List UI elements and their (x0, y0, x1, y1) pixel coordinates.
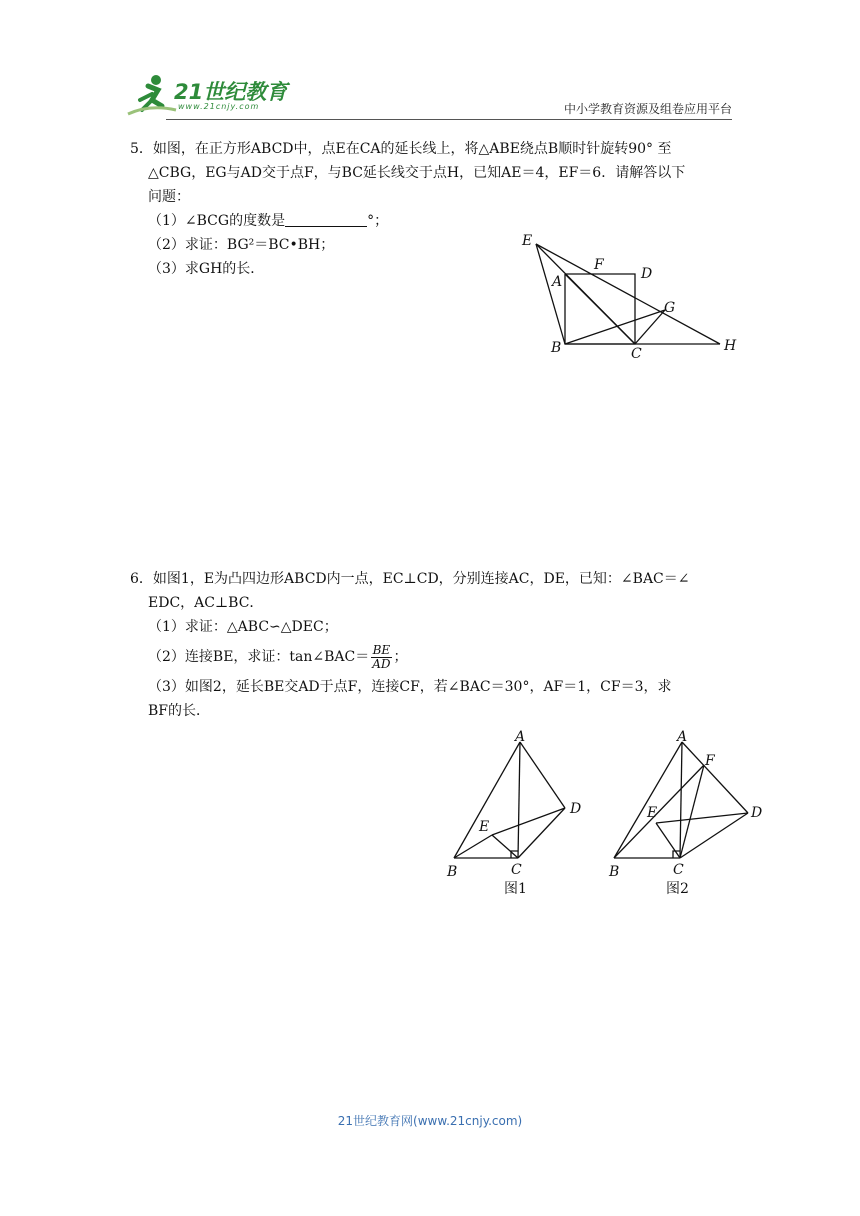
fig2-segment-ac (680, 742, 682, 858)
q5-label-b: B (551, 340, 562, 356)
fig1-label-a: A (515, 729, 526, 745)
segment-eh (536, 244, 720, 344)
fig1-segment-ec (492, 835, 518, 858)
fraction-numerator: BE (372, 642, 391, 657)
q5-line-2: △CBG，EG与AD交于点F，与BC延长线交于点H，已知AE＝4，EF＝6．请解答以下 (148, 165, 686, 181)
q6-part-2-text: （2）连接BE，求证：tan∠BAC＝ (148, 649, 370, 665)
fig2-caption: 图2 (666, 881, 689, 897)
q5-label-h: H (724, 338, 737, 354)
fig1-label-c: C (511, 862, 522, 878)
segment-ac (565, 274, 635, 344)
q5-part-1-unit: °； (367, 213, 389, 229)
q6-line-1: 6．如图1，E为凸四边形ABCD内一点，EC⊥CD，分别连接AC，DE，已知：∠BAC＝∠ (130, 571, 690, 587)
fig2-label-a: A (677, 729, 688, 745)
q5-label-c: C (631, 346, 642, 362)
fig1-segment-ab (454, 742, 520, 858)
fraction-denominator: AD (372, 656, 391, 671)
q6-part-2 (130, 643, 740, 671)
q5-label-d: D (641, 266, 653, 282)
q5-line-1: 5．如图，在正方形ABCD中，点E在CA的延长线上，将△ABE绕点B顺时针旋转90° 至 (130, 141, 672, 157)
logo-text: 21世纪教育 (174, 80, 288, 104)
fig2-label-f: F (705, 753, 715, 769)
q5-part-1-text: （1）∠BCG的度数是 (148, 213, 286, 229)
q6-line-2: EDC，AC⊥BC． (148, 595, 264, 611)
q6-part-3-line-1: （3）如图2，延长BE交AD于点F，连接CF，若∠BAC＝30°，AF＝1，CF＝3，求 (148, 679, 672, 695)
fig2-label-b: B (609, 864, 620, 880)
fig2-label-c: C (673, 862, 684, 878)
fig1-label-e: E (479, 819, 490, 835)
q6-part-2-end: ； (393, 649, 408, 665)
runner-logo-icon (122, 70, 178, 120)
fig1-label-b: B (447, 864, 458, 880)
fig1-label-d: D (570, 801, 582, 817)
q5-label-f: F (594, 257, 604, 273)
fig1-segment-de (492, 808, 565, 835)
q5-part-2: （2）求证：BG²＝BC•BH； (148, 237, 335, 253)
fig2-segment-ec (656, 823, 680, 858)
page-footer[interactable]: 21世纪教育网(www.21cnjy.com) (337, 1114, 523, 1128)
fig2-label-e: E (647, 805, 658, 821)
fig1-caption: 图1 (504, 881, 527, 897)
fraction-be-ad (371, 644, 391, 671)
q5-part-3: （3）求GH的长． (148, 261, 265, 277)
logo (122, 70, 292, 120)
fig1-segment-ad (520, 742, 565, 808)
answer-blank[interactable] (285, 212, 367, 227)
logo-url: www.21cnjy.com (178, 102, 260, 111)
q5-figure (510, 230, 750, 365)
q5-label-e: E (522, 233, 533, 249)
question-6 (130, 567, 740, 723)
fig1-segment-dc (518, 808, 565, 858)
q6-part-1: （1）求证：△ABC∽△DEC； (148, 619, 338, 635)
page-header (122, 70, 732, 120)
q6-figure-2 (600, 725, 770, 905)
fig2-label-d: D (751, 805, 763, 821)
fig2-segment-bf (614, 765, 704, 858)
fig1-segment-ac (518, 742, 520, 858)
platform-name: 中小学教育资源及组卷应用平台 (563, 102, 732, 116)
q5-line-3: 问题： (148, 189, 190, 205)
fig1-segment-be (454, 835, 492, 858)
fig2-segment-ab (614, 742, 682, 858)
q6-figure-1 (440, 725, 590, 905)
q5-label-a: A (552, 274, 563, 290)
header-divider (166, 119, 732, 120)
q6-part-3-line-2: BF的长． (148, 703, 211, 719)
q5-label-g: G (664, 300, 676, 316)
